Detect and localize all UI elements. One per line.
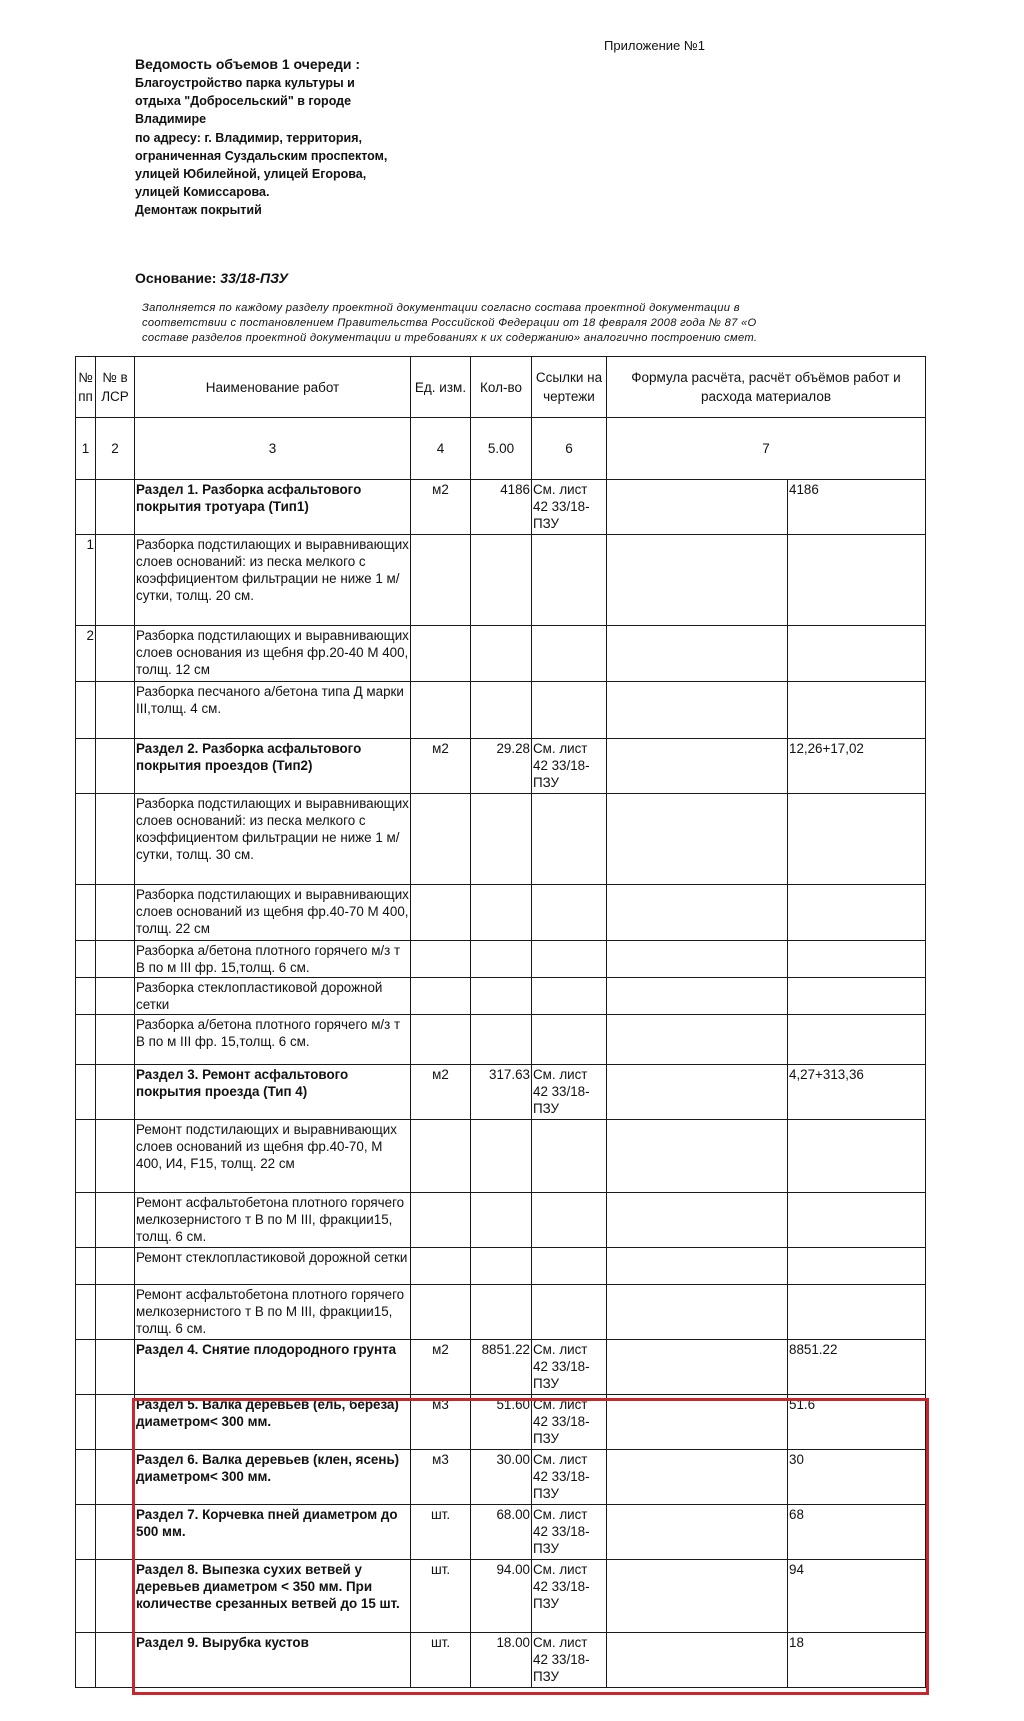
table-row: [76, 1015, 926, 1065]
row-ref-cell: См. лист 42 33/18-ПЗУ: [532, 1340, 607, 1395]
row-formula-cell: [607, 1248, 788, 1285]
row-lsr-cell: [96, 1248, 135, 1285]
table-row: [76, 1450, 926, 1505]
row-formula-cell: [607, 1505, 788, 1560]
row-formula-cell: [607, 1285, 788, 1340]
row-result-cell: [788, 978, 926, 1015]
row-formula-cell: [607, 1015, 788, 1065]
table-row: [76, 739, 926, 794]
row-qty-cell: 317.63: [471, 1065, 532, 1120]
row-formula-cell: [607, 794, 788, 885]
header-pp: № пп: [76, 357, 96, 418]
row-qty-cell: 30.00: [471, 1450, 532, 1505]
row-pp-cell: [76, 480, 96, 535]
row-unit-cell: [411, 1015, 471, 1065]
colnum-name: 3: [135, 418, 411, 480]
row-name-cell: Раздел 7. Корчевка пней диаметром до 500 мм.: [135, 1505, 411, 1560]
table-row: [76, 1340, 926, 1395]
row-lsr-cell: [96, 1015, 135, 1065]
row-name-cell: Раздел 1. Разборка асфальтового покрытия тротуара (Тип1): [135, 480, 411, 535]
row-result-cell: [788, 1120, 926, 1193]
row-lsr-cell: [96, 480, 135, 535]
row-ref-cell: См. лист 42 33/18-ПЗУ: [532, 1395, 607, 1450]
row-result-cell: 94: [788, 1560, 926, 1633]
row-unit-cell: шт.: [411, 1633, 471, 1688]
row-qty-cell: [471, 794, 532, 885]
row-ref-cell: См. лист 42 33/18-ПЗУ: [532, 739, 607, 794]
row-formula-cell: [607, 682, 788, 739]
row-name-cell: Разборка подстилающих и выравнивающих слоев оснований из щебня фр.40-70 М 400, толщ. 22 см: [135, 885, 411, 941]
row-qty-cell: 51.60: [471, 1395, 532, 1450]
row-formula-cell: [607, 941, 788, 978]
column-number-row: [76, 418, 926, 480]
row-result-cell: 8851.22: [788, 1340, 926, 1395]
row-result-cell: [788, 1285, 926, 1340]
row-ref-cell: [532, 682, 607, 739]
row-qty-cell: [471, 885, 532, 941]
row-unit-cell: м3: [411, 1395, 471, 1450]
row-pp-cell: [76, 885, 96, 941]
row-pp-cell: [76, 1395, 96, 1450]
row-ref-cell: [532, 794, 607, 885]
basis-line: [135, 270, 288, 286]
row-unit-cell: [411, 535, 471, 626]
row-ref-cell: [532, 978, 607, 1015]
row-pp-cell: 1: [76, 535, 96, 626]
row-ref-cell: См. лист 42 33/18-ПЗУ: [532, 480, 607, 535]
document-header: [135, 54, 435, 220]
row-unit-cell: [411, 1248, 471, 1285]
header-line: Владимире: [135, 112, 207, 127]
row-name-cell: Ремонт подстилающих и выравнивающих слоев оснований из щебня фр.40-70, М 400, И4, F15, толщ. 22 см: [135, 1120, 411, 1193]
row-unit-cell: м2: [411, 1065, 471, 1120]
header-unit: Ед. изм.: [411, 357, 471, 418]
table-row: [76, 1560, 926, 1633]
header-qty: Кол-во: [471, 357, 532, 418]
row-result-cell: [788, 535, 926, 626]
table-header-row: [76, 357, 926, 418]
row-formula-cell: [607, 739, 788, 794]
row-qty-cell: [471, 1015, 532, 1065]
row-lsr-cell: [96, 739, 135, 794]
row-ref-cell: См. лист 42 33/18-ПЗУ: [532, 1560, 607, 1633]
instruction-note: Заполняется по каждому разделу проектной документации согласно состава проектной документации в соответствии с постановлением Правительства Российской Федерации от 18 февраля 2008 года № 87 «О составе разделов проектной документации и требованиях к их содержанию» аналогично построению смет.: [142, 302, 758, 344]
row-lsr-cell: [96, 1505, 135, 1560]
row-result-cell: 51.6: [788, 1395, 926, 1450]
row-ref-cell: [532, 1120, 607, 1193]
row-result-cell: 4,27+313,36: [788, 1065, 926, 1120]
row-lsr-cell: [96, 1193, 135, 1248]
basis-label: Основание:: [135, 270, 221, 286]
row-result-cell: [788, 1015, 926, 1065]
table-row: [76, 1120, 926, 1193]
row-unit-cell: [411, 794, 471, 885]
header-lsr: № в ЛСР: [96, 357, 135, 418]
row-pp-cell: [76, 1285, 96, 1340]
table-row: [76, 1395, 926, 1450]
document-title: Ведомость объемов 1 очереди :: [135, 56, 361, 72]
table-row: [76, 535, 926, 626]
row-name-cell: Разборка а/бетона плотного горячего м/з т В по м III фр. 15,толщ. 6 см.: [135, 941, 411, 978]
row-lsr-cell: [96, 1120, 135, 1193]
row-ref-cell: [532, 626, 607, 682]
row-name-cell: Разборка подстилающих и выравнивающих слоев оснований: из песка мелкого с коэффициентом фильтрации не ниже 1 м/сутки, толщ. 30 см.: [135, 794, 411, 885]
row-formula-cell: [607, 885, 788, 941]
row-name-cell: Разборка подстилающих и выравнивающих слоев оснований: из песка мелкого с коэффициентом фильтрации не ниже 1 м/сутки, толщ. 20 см.: [135, 535, 411, 626]
row-formula-cell: [607, 480, 788, 535]
row-name-cell: Раздел 8. Выпезка сухих ветвей у деревьев диаметром < 350 мм. При количестве срезанных ветвей до 15 шт.: [135, 1560, 411, 1633]
header-line: Демонтаж покрытий: [135, 203, 262, 218]
row-name-cell: Ремонт асфальтобетона плотного горячего мелкозернистого т В по М III, фракции15, толщ. 6 см.: [135, 1285, 411, 1340]
table-row: [76, 1065, 926, 1120]
row-pp-cell: [76, 1633, 96, 1688]
row-unit-cell: шт.: [411, 1560, 471, 1633]
row-result-cell: [788, 941, 926, 978]
table-row: [76, 941, 926, 978]
row-qty-cell: [471, 941, 532, 978]
row-ref-cell: См. лист 42 33/18-ПЗУ: [532, 1633, 607, 1688]
row-lsr-cell: [96, 682, 135, 739]
row-formula-cell: [607, 1450, 788, 1505]
row-unit-cell: [411, 1193, 471, 1248]
row-result-cell: 18: [788, 1633, 926, 1688]
row-qty-cell: [471, 1285, 532, 1340]
row-pp-cell: [76, 1065, 96, 1120]
row-unit-cell: шт.: [411, 1505, 471, 1560]
row-lsr-cell: [96, 1450, 135, 1505]
row-ref-cell: См. лист 42 33/18-ПЗУ: [532, 1065, 607, 1120]
row-ref-cell: [532, 1285, 607, 1340]
header-formula: Формула расчёта, расчёт объёмов работ и расхода материалов: [607, 357, 926, 418]
colnum-unit: 4: [411, 418, 471, 480]
row-qty-cell: [471, 1120, 532, 1193]
row-qty-cell: [471, 626, 532, 682]
row-unit-cell: [411, 885, 471, 941]
header-line: Благоустройство парка культуры и: [135, 76, 355, 90]
row-result-cell: [788, 682, 926, 739]
row-pp-cell: [76, 941, 96, 978]
header-ref: Ссылки на чертежи: [532, 357, 607, 418]
row-unit-cell: [411, 978, 471, 1015]
row-qty-cell: 29.28: [471, 739, 532, 794]
row-name-cell: Раздел 2. Разборка асфальтового покрытия проездов (Тип2): [135, 739, 411, 794]
row-result-cell: [788, 626, 926, 682]
row-qty-cell: 8851.22: [471, 1340, 532, 1395]
table-row: [76, 682, 926, 739]
row-formula-cell: [607, 1120, 788, 1193]
header-line: отдыха "Добросельский" в городе: [135, 94, 352, 109]
row-name-cell: Разборка подстилающих и выравнивающих слоев основания из щебня фр.20-40 М 400, толщ. 12 см: [135, 626, 411, 682]
row-pp-cell: [76, 1340, 96, 1395]
row-lsr-cell: [96, 978, 135, 1015]
row-name-cell: Ремонт стеклопластиковой дорожной сетки: [135, 1248, 411, 1285]
row-pp-cell: [76, 794, 96, 885]
header-line: по адресу: г. Владимир, территория,: [135, 130, 363, 145]
row-formula-cell: [607, 1340, 788, 1395]
row-lsr-cell: [96, 1633, 135, 1688]
table-body: [76, 357, 926, 1688]
row-qty-cell: 18.00: [471, 1633, 532, 1688]
row-unit-cell: [411, 682, 471, 739]
table-row: [76, 1633, 926, 1688]
row-ref-cell: [532, 535, 607, 626]
row-ref-cell: [532, 885, 607, 941]
row-pp-cell: [76, 1193, 96, 1248]
row-pp-cell: [76, 1015, 96, 1065]
header-line: улицей Комиссарова.: [135, 185, 270, 200]
row-unit-cell: [411, 626, 471, 682]
appendix-label: Приложение №1: [604, 38, 706, 53]
row-name-cell: Разборка а/бетона плотного горячего м/з т В по м III фр. 15,толщ. 6 см.: [135, 1015, 411, 1065]
row-unit-cell: м2: [411, 1340, 471, 1395]
basis-code: 33/18-ПЗУ: [220, 270, 289, 286]
row-formula-cell: [607, 535, 788, 626]
row-qty-cell: [471, 978, 532, 1015]
row-pp-cell: [76, 978, 96, 1015]
row-ref-cell: [532, 1015, 607, 1065]
row-result-cell: [788, 1193, 926, 1248]
row-unit-cell: [411, 941, 471, 978]
row-qty-cell: 94.00: [471, 1560, 532, 1633]
colnum-pp: 1: [76, 418, 96, 480]
row-formula-cell: [607, 1633, 788, 1688]
row-pp-cell: [76, 1505, 96, 1560]
row-result-cell: 30: [788, 1450, 926, 1505]
table-row: [76, 1193, 926, 1248]
colnum-qty: 5.00: [471, 418, 532, 480]
row-name-cell: Раздел 5. Валка деревьев (ель, береза) диаметром< 300 мм.: [135, 1395, 411, 1450]
row-formula-cell: [607, 1193, 788, 1248]
row-ref-cell: [532, 941, 607, 978]
row-result-cell: 12,26+17,02: [788, 739, 926, 794]
row-result-cell: [788, 794, 926, 885]
row-lsr-cell: [96, 794, 135, 885]
colnum-formula: 7: [607, 418, 926, 480]
row-result-cell: [788, 1248, 926, 1285]
row-unit-cell: м2: [411, 739, 471, 794]
row-formula-cell: [607, 978, 788, 1015]
row-qty-cell: [471, 535, 532, 626]
table-row: [76, 1285, 926, 1340]
table-row: [76, 885, 926, 941]
table-row: [76, 794, 926, 885]
row-lsr-cell: [96, 1065, 135, 1120]
table-row: [76, 626, 926, 682]
row-ref-cell: [532, 1248, 607, 1285]
row-pp-cell: 2: [76, 626, 96, 682]
row-formula-cell: [607, 1065, 788, 1120]
row-pp-cell: [76, 682, 96, 739]
row-name-cell: Раздел 3. Ремонт асфальтового покрытия проезда (Тип 4): [135, 1065, 411, 1120]
row-lsr-cell: [96, 941, 135, 978]
row-name-cell: Раздел 9. Вырубка кустов: [135, 1633, 411, 1688]
row-pp-cell: [76, 1450, 96, 1505]
row-qty-cell: [471, 1248, 532, 1285]
table-row: [76, 1248, 926, 1285]
row-pp-cell: [76, 1560, 96, 1633]
table-row: [76, 1505, 926, 1560]
row-unit-cell: м3: [411, 1450, 471, 1505]
row-pp-cell: [76, 1248, 96, 1285]
row-qty-cell: 68.00: [471, 1505, 532, 1560]
row-result-cell: [788, 885, 926, 941]
row-formula-cell: [607, 1560, 788, 1633]
header-line: улицей Юбилейной, улицей Егорова,: [135, 167, 367, 182]
row-lsr-cell: [96, 1395, 135, 1450]
row-unit-cell: [411, 1120, 471, 1193]
row-lsr-cell: [96, 1340, 135, 1395]
row-ref-cell: См. лист 42 33/18-ПЗУ: [532, 1450, 607, 1505]
row-name-cell: Раздел 4. Снятие плодородного грунта: [135, 1340, 411, 1395]
table-row: [76, 480, 926, 535]
row-formula-cell: [607, 626, 788, 682]
row-formula-cell: [607, 1395, 788, 1450]
row-result-cell: 4186: [788, 480, 926, 535]
row-pp-cell: [76, 1120, 96, 1193]
colnum-lsr: 2: [96, 418, 135, 480]
row-lsr-cell: [96, 1560, 135, 1633]
row-unit-cell: [411, 1285, 471, 1340]
row-name-cell: Разборка песчаного а/бетона типа Д марки III,толщ. 4 см.: [135, 682, 411, 739]
row-qty-cell: 4186: [471, 480, 532, 535]
table-row: [76, 978, 926, 1015]
row-lsr-cell: [96, 885, 135, 941]
row-name-cell: Раздел 6. Валка деревьев (клен, ясень) диаметром< 300 мм.: [135, 1450, 411, 1505]
row-lsr-cell: [96, 1285, 135, 1340]
row-lsr-cell: [96, 626, 135, 682]
row-ref-cell: [532, 1193, 607, 1248]
row-ref-cell: См. лист 42 33/18-ПЗУ: [532, 1505, 607, 1560]
colnum-ref: 6: [532, 418, 607, 480]
volumes-table: [75, 356, 926, 1688]
header-name: Наименование работ: [135, 357, 411, 418]
header-line: ограниченная Суздальским проспектом,: [135, 148, 388, 163]
row-pp-cell: [76, 739, 96, 794]
row-qty-cell: [471, 1193, 532, 1248]
row-name-cell: Ремонт асфальтобетона плотного горячего мелкозернистого т В по М III, фракции15, толщ. 6 см.: [135, 1193, 411, 1248]
row-name-cell: Разборка стеклопластиковой дорожной сетки: [135, 978, 411, 1015]
row-qty-cell: [471, 682, 532, 739]
row-lsr-cell: [96, 535, 135, 626]
row-result-cell: 68: [788, 1505, 926, 1560]
row-unit-cell: м2: [411, 480, 471, 535]
